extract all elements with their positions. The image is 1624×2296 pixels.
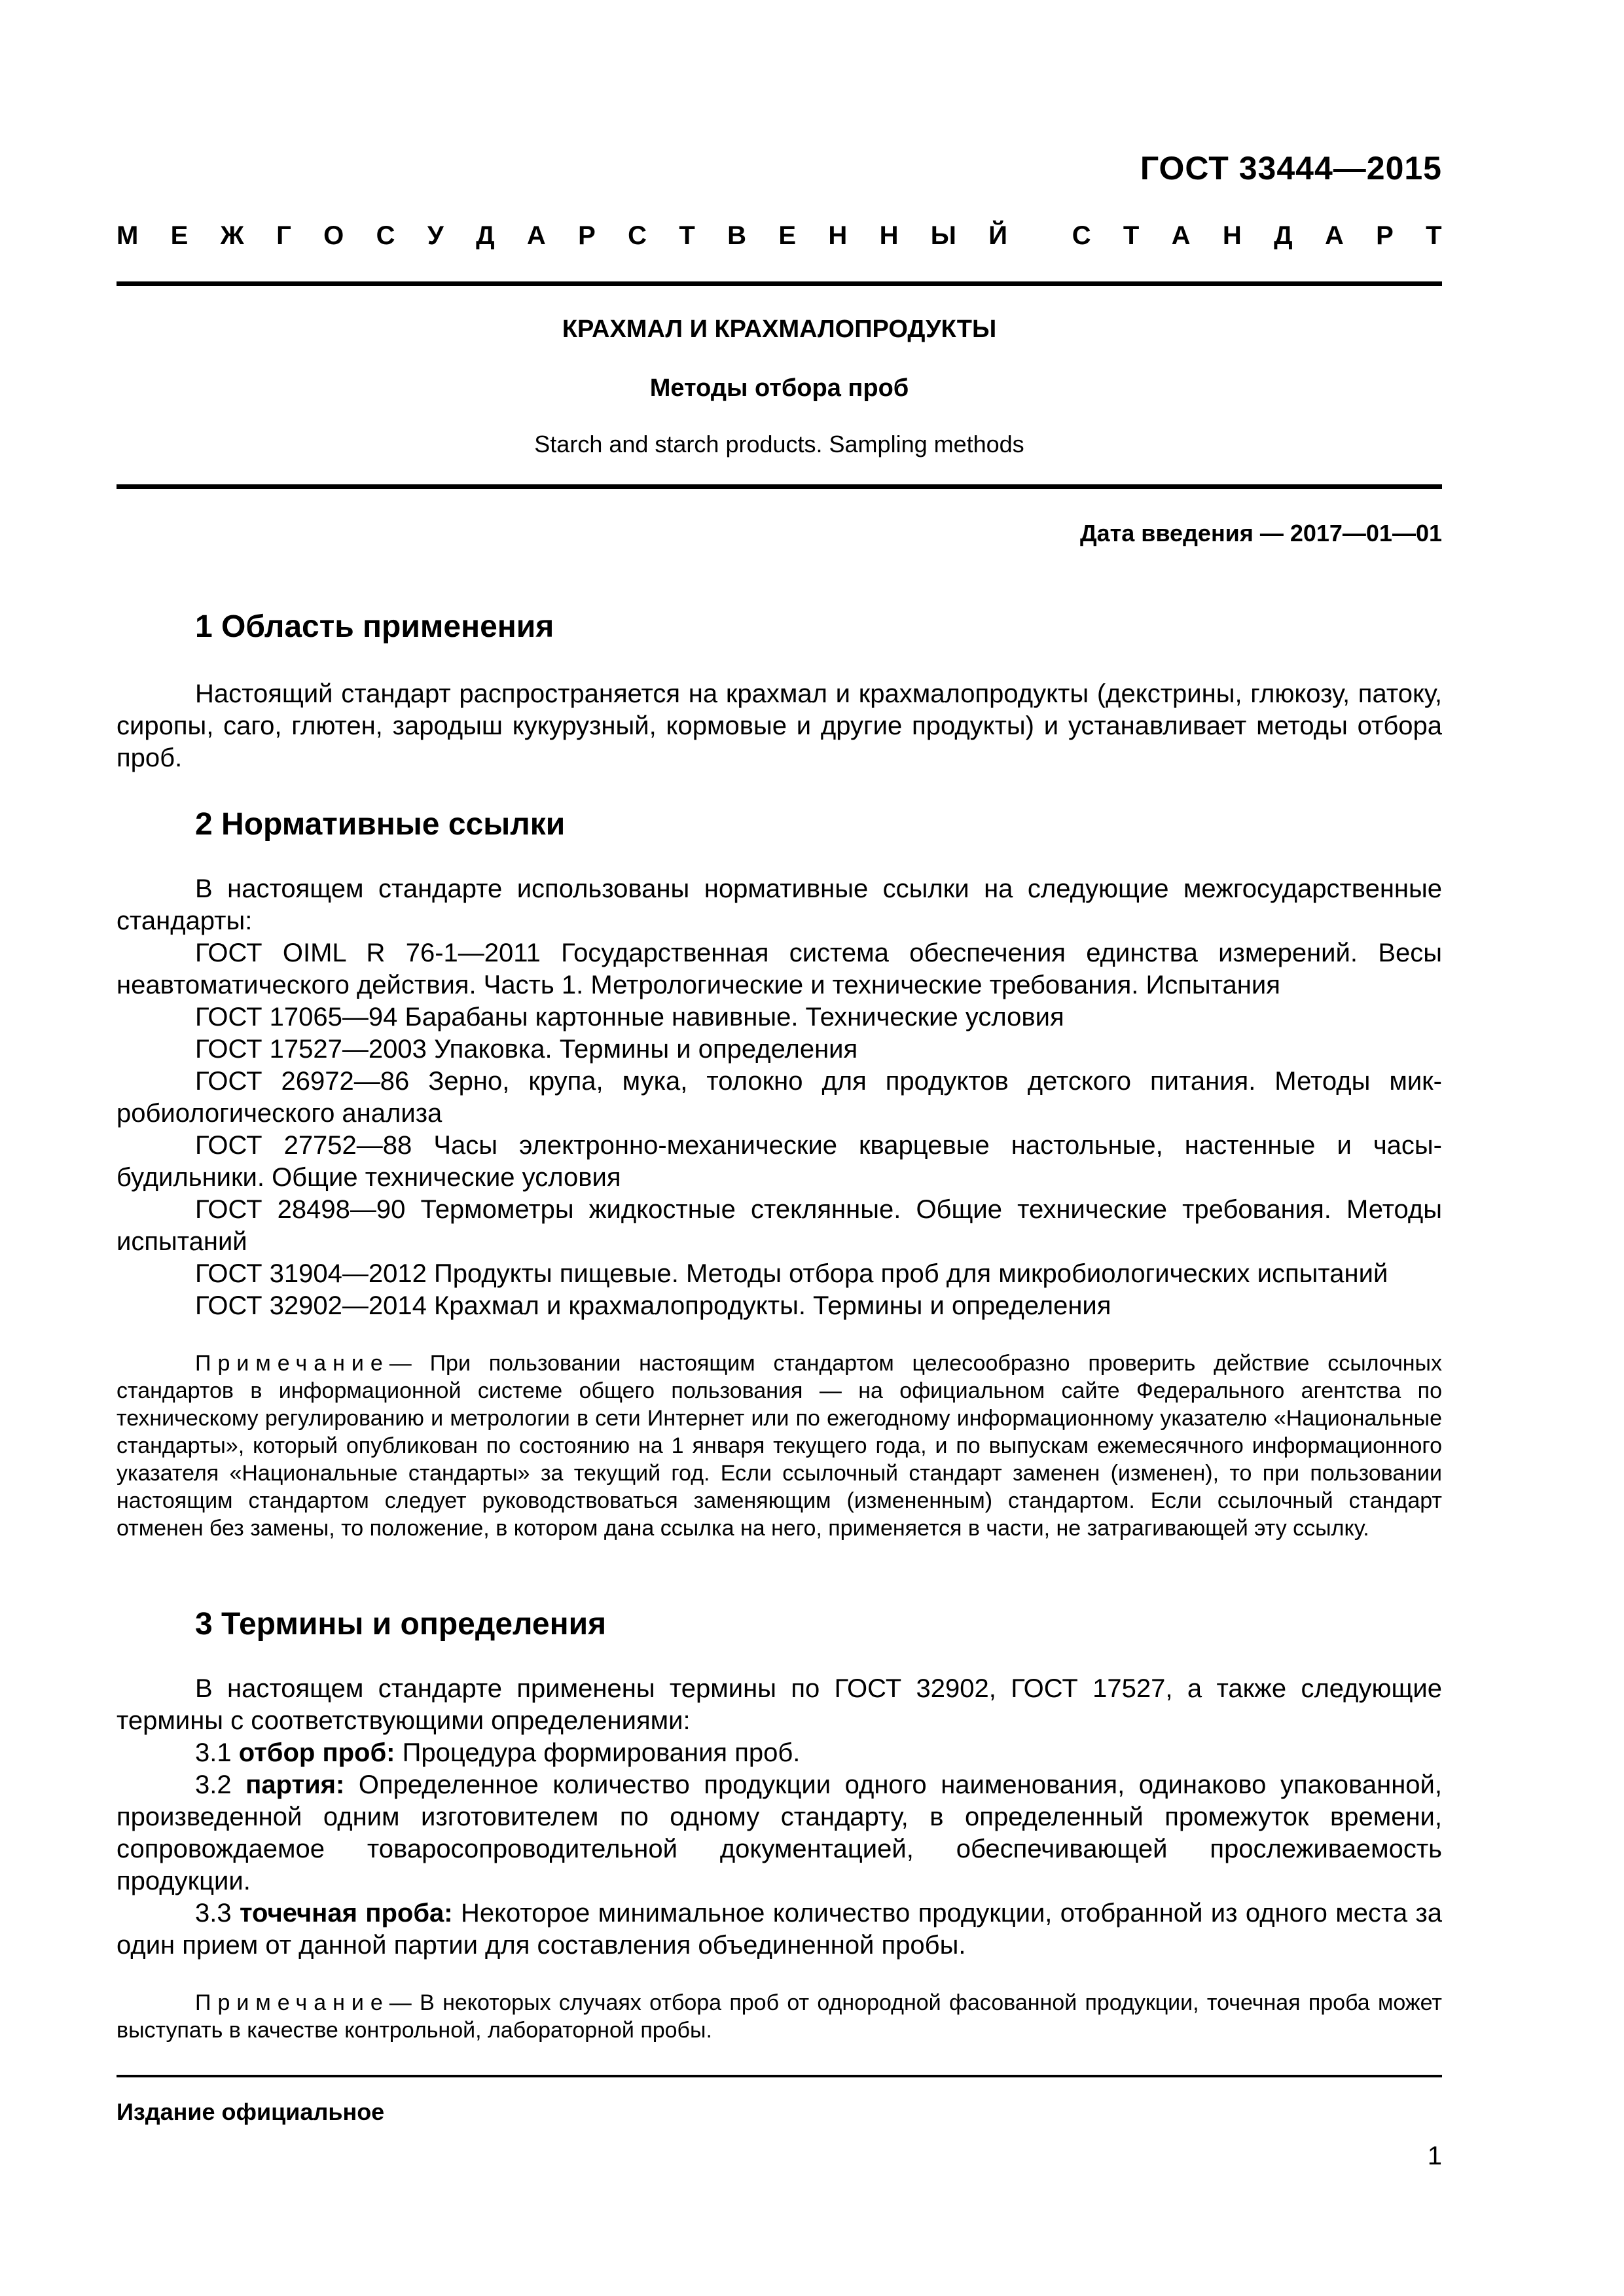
reference-item: ГОСТ 26972—86 Зерно, крупа, мука, толокно для продуктов детского питания. Методы микробиологического анализа	[117, 1067, 1442, 1128]
reference-item: ГОСТ 31904—2012 Продукты пищевые. Методы отбора проб для микробиологических испытаний	[195, 1259, 1388, 1288]
term-number: 3.2	[195, 1770, 232, 1799]
reference-item: ГОСТ 17065—94 Барабаны картонные навивные. Технические условия	[195, 1003, 1064, 1031]
standard-type-letter: У	[427, 221, 444, 250]
reference-item: ГОСТ 27752—88 Часы электронно-механические кварцевые настольные, настенные и часы-будильники. Общие технические условия	[117, 1131, 1442, 1192]
standard-type-letter: Д	[1274, 221, 1293, 250]
section-heading: 1 Область применения	[195, 609, 554, 644]
standard-type-letter: А	[1171, 221, 1191, 250]
term-number: 3.1	[195, 1738, 232, 1767]
section-heading: 2 Нормативные ссылки	[195, 807, 566, 842]
section-normative-references	[117, 805, 1442, 1542]
standard-type-letter: Н	[1222, 221, 1242, 250]
note-paragraph	[117, 1350, 1442, 1542]
reference-item: ГОСТ 28498—90 Термометры жидкостные стеклянные. Общие технические требования. Методы испытаний	[117, 1195, 1442, 1256]
document-title-english: Starch and starch products. Sampling methods	[534, 431, 1024, 457]
section-paragraph: В настоящем стандарте использованы нормативные ссылки на следующие межгосударственные стандарты:	[117, 874, 1442, 935]
title-divider	[117, 484, 1442, 489]
footer-divider	[117, 2075, 1442, 2077]
standard-type-letter: А	[526, 221, 546, 250]
document-number: ГОСТ 33444—2015	[1140, 150, 1442, 187]
term-name: партия:	[245, 1770, 345, 1799]
standard-type-heading	[117, 221, 1442, 251]
page-number: 1	[1427, 2142, 1442, 2170]
section-heading: 3 Термины и определения	[195, 1607, 607, 1641]
section-scope	[117, 607, 1442, 774]
introduction-date: Дата введения — 2017—01—01	[1079, 520, 1442, 547]
term-name: отбор проб:	[238, 1738, 395, 1767]
standard-type-letter: Н	[828, 221, 848, 250]
standard-type-letter: Д	[476, 221, 495, 250]
standard-type-letter: С	[376, 221, 395, 250]
standard-type-letter: Р	[1376, 221, 1394, 250]
term-name: точечная проба:	[239, 1899, 453, 1928]
standard-type-letter: Н	[879, 221, 899, 250]
document-title: КРАХМАЛ И КРАХМАЛОПРОДУКТЫ	[562, 315, 997, 343]
term-text: Некоторое минимальное количество продукции, отобранной из одного места за один прием от данной партии для составления объединенной пробы.	[117, 1899, 1443, 1960]
standard-type-letter: О	[323, 221, 344, 250]
section-terms-definitions	[117, 1605, 1442, 2044]
reference-item: ГОСТ OIML R 76-1—2011 Государственная система обеспечения единства измерений. Весы неавтоматического действия. Часть 1. Метрологические и технические требования. Испытания	[117, 939, 1442, 999]
term-text: Процедура формирования проб.	[402, 1738, 801, 1767]
section-paragraph: В настоящем стандарте применены термины по ГОСТ 32902, ГОСТ 17527, а также следующие термины с соответствующими определениями:	[117, 1674, 1442, 1735]
standard-type-letter: Г	[276, 221, 291, 250]
term-definition	[117, 1769, 1442, 1897]
header-divider	[117, 281, 1442, 286]
standard-type-letter: Е	[170, 221, 189, 250]
standard-type-letter: Т	[1123, 221, 1140, 250]
standard-type-letter: Т	[1426, 221, 1442, 250]
standard-type-letter: С	[628, 221, 647, 250]
term-definition	[117, 1737, 1442, 1769]
term-text: Определенное количество продукции одного наименования, одинаково упакованной, произведенной одним изготовителем по одному стандарту, в определенный промежуток времени, сопровождаемое товаросопроводительной документацией, обеспечивающей прослеживаемость продукции.	[117, 1770, 1442, 1895]
standard-type-letter: С	[1072, 221, 1091, 250]
section-paragraph: Настоящий стандарт распространяется на крахмал и крахмалопродукты (декстрины, глюкозу, патоку, сиропы, саго, глютен, зародыш кукурузный, кормовые и другие продукты) и устанавливает методы отбора проб.	[117, 679, 1442, 772]
term-number: 3.3	[195, 1899, 232, 1928]
note-text: — В некоторых случаях отбора проб от однородной фасованной продукции, точечная проба может выступать в качестве контрольной, лабораторной пробы.	[117, 1990, 1442, 2043]
standard-type-letter: Р	[578, 221, 596, 250]
standard-type-letter: А	[1324, 221, 1344, 250]
reference-item: ГОСТ 32902—2014 Крахмал и крахмалопродукты. Термины и определения	[195, 1291, 1111, 1320]
standard-type-letter: Й	[988, 221, 1008, 250]
standard-type-letter: Т	[679, 221, 695, 250]
standard-type-letter: Ж	[220, 221, 244, 250]
standard-type-letter: М	[117, 221, 139, 250]
standard-type-letter: Ы	[930, 221, 956, 250]
reference-item: ГОСТ 17527—2003 Упаковка. Термины и определения	[195, 1035, 858, 1064]
standard-type-letter: Е	[778, 221, 797, 250]
note-label: Примечание	[195, 1990, 389, 2015]
official-edition-label: Издание официальное	[117, 2098, 385, 2125]
term-definition	[117, 1897, 1442, 1962]
standard-type-letter: В	[727, 221, 746, 250]
note-label: Примечание	[195, 1351, 389, 1376]
note-text: — При пользовании настоящим стандартом целесообразно проверить действие ссылочных стандартов в информационной системе общего пользования — на официальном сайте Федерального агентства по техническому регулированию и метрологии в сети Интернет или по ежегодному информационному указателю «Национальные стандарты», который опубликован по состоянию на 1 января текущего года, и по выпускам ежемесячного информационного указателя «Национальные стандарты» за текущий год. Если ссылочный стандарт заменен (изменен), то при пользовании настоящим стандартом следует руководствоваться заменяющим (измененным) стандартом. Если ссылочный стандарт отменен без замены, то положение, в котором дана ссылка на него, применяется в части, не затрагивающей эту ссылку.	[117, 1351, 1442, 1541]
document-subtitle: Методы отбора проб	[649, 374, 909, 402]
note-paragraph	[117, 1989, 1442, 2044]
